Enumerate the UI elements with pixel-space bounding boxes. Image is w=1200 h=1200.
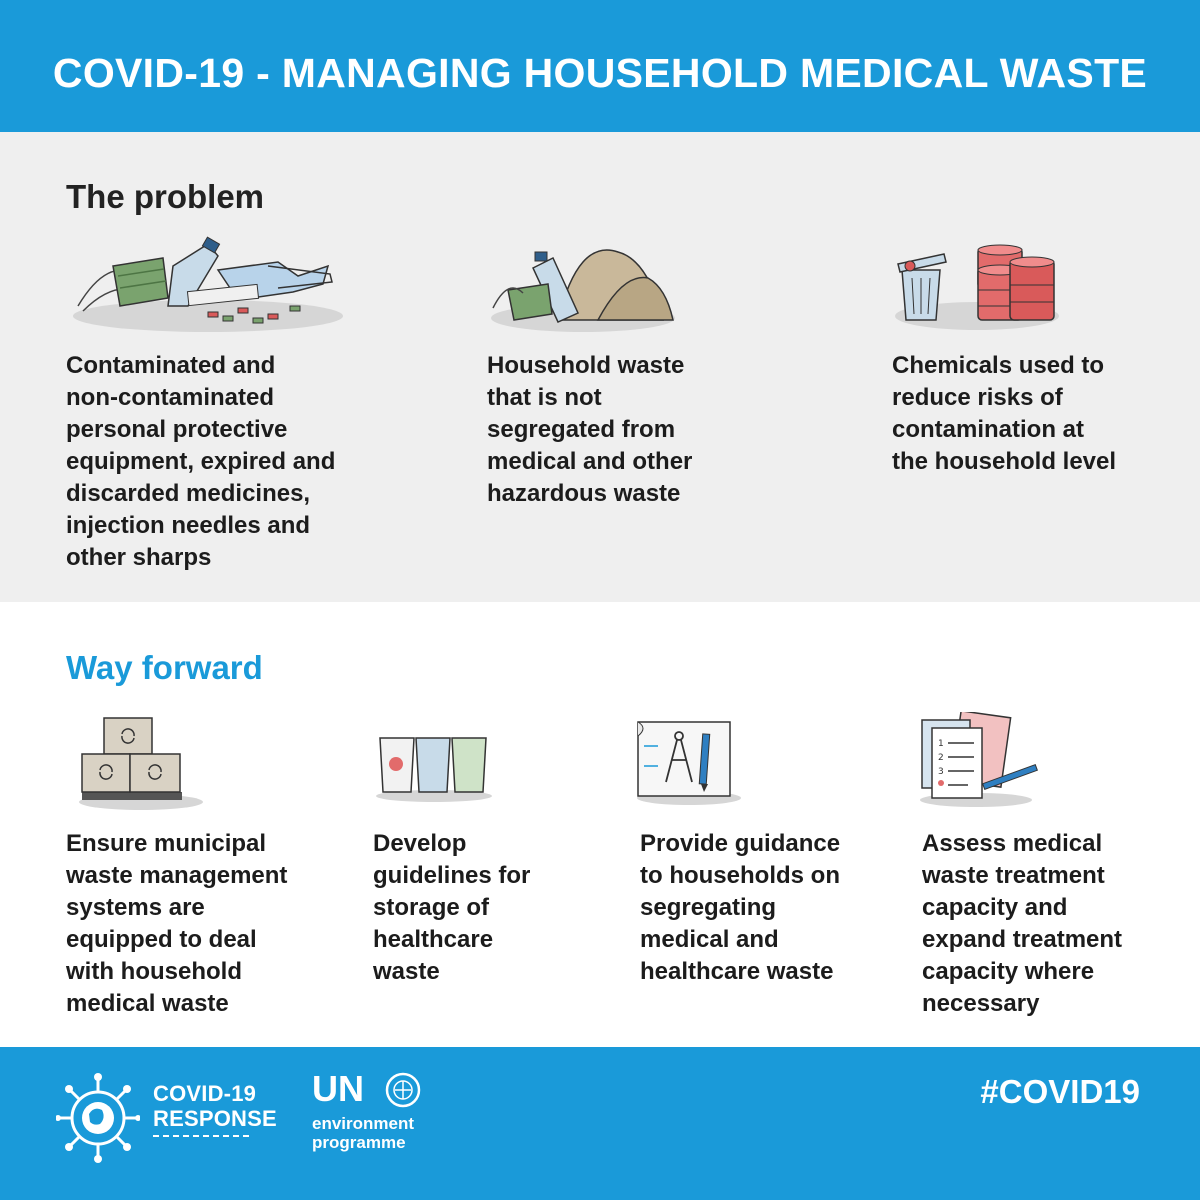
- forward-item-assess: Assess medical waste treatment capacity and expand treatment capacity where necessary: [922, 830, 1123, 1017]
- way-forward-heading: Way forward: [66, 649, 263, 686]
- un-logo-text: UN: [312, 1068, 364, 1109]
- blueprint-icon: [634, 716, 744, 806]
- problem-heading: The problem: [66, 178, 265, 215]
- forward-item-municipal: Ensure municipal waste management systems are equipped to deal with household medical waste: [66, 830, 288, 1017]
- forward-item-guidance: Provide guidance to households on segregating medical and healthcare waste: [640, 830, 841, 985]
- unep-label-line1: environment: [312, 1114, 415, 1133]
- problem-item-household: Household waste that is not segregated from medical and other hazardous waste: [487, 352, 693, 507]
- forward-item-guidelines: Develop guidelines for storage of healthcare waste: [373, 830, 531, 985]
- header-banner: [0, 0, 1200, 132]
- hashtag: #COVID19: [980, 1073, 1140, 1110]
- mixed-waste-icon: [488, 238, 678, 338]
- unep-label-line2: programme: [312, 1133, 406, 1152]
- chemicals-icon: [892, 240, 1062, 335]
- waste-bins-icon: [374, 730, 494, 802]
- unep-emblem-icon: [385, 1072, 421, 1108]
- svg-text:2: 2: [938, 753, 944, 763]
- svg-text:1: 1: [938, 739, 944, 749]
- ppe-waste-icon: [68, 236, 348, 336]
- problem-item-ppe: Contaminated and non-contaminated personal protective equipment, expired and discarded medicines, injection needles and other sharps: [66, 352, 336, 571]
- page-title: COVID-19 - MANAGING HOUSEHOLD MEDICAL WASTE: [52, 50, 1148, 96]
- recycling-boxes-icon: [76, 712, 206, 812]
- covid-response-logo-icon: [56, 1070, 140, 1166]
- problem-item-chemicals: Chemicals used to reduce risks of contamination at the household level: [892, 352, 1117, 475]
- covid-response-label-line2: RESPONSE: [153, 1106, 277, 1131]
- checklist-icon: [916, 712, 1046, 808]
- covid-response-label-line1: COVID-19: [153, 1081, 257, 1106]
- footer-banner: [0, 1047, 1200, 1200]
- svg-text:3: 3: [938, 767, 944, 777]
- covid-response-divider: [153, 1135, 249, 1137]
